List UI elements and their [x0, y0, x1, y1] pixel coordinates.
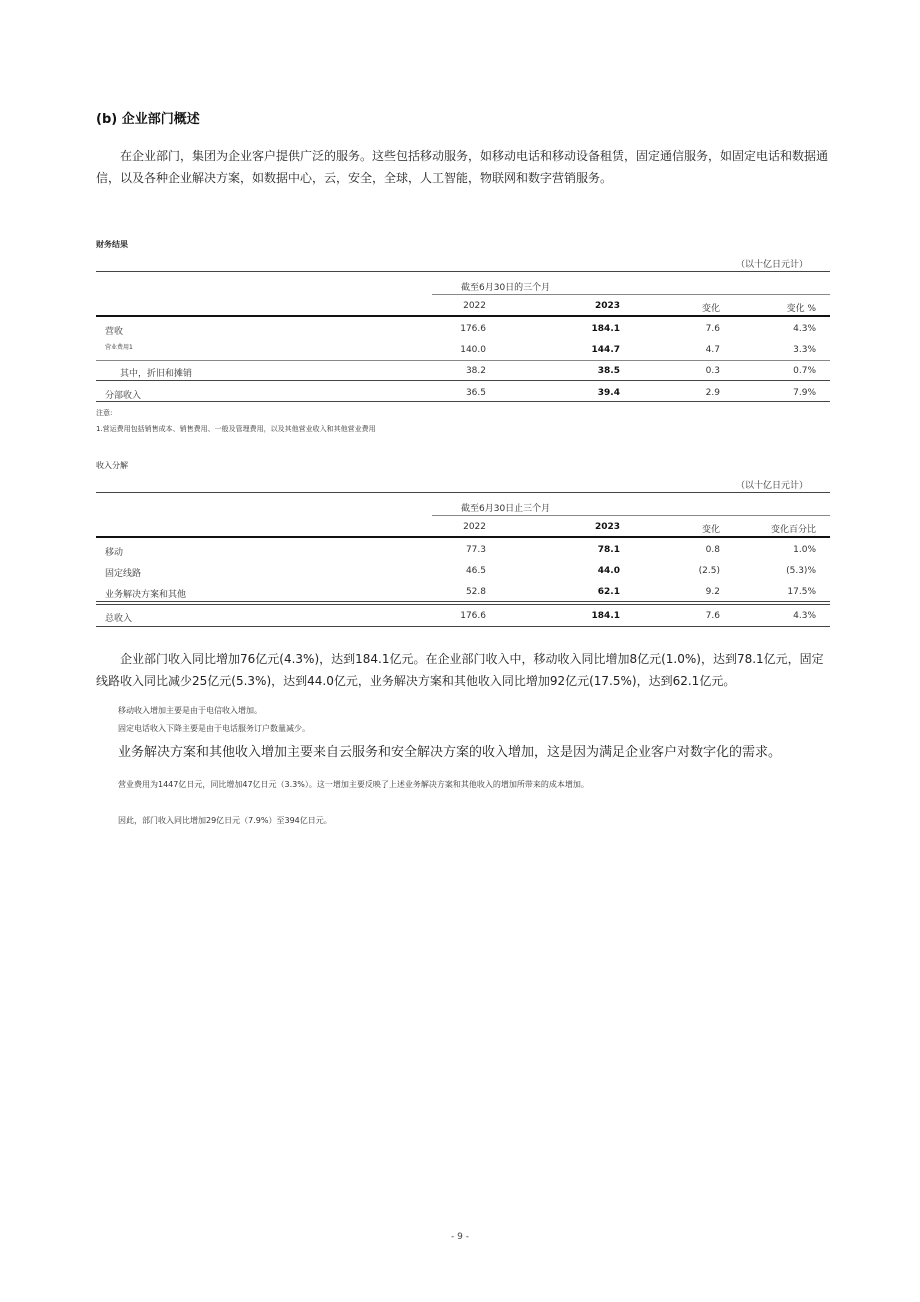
- segment-income-note: 因此，部门收入同比增加29亿日元（7.9%）至394亿日元。: [118, 816, 332, 825]
- financial-col-2022: 2022: [463, 301, 486, 311]
- mobile-note: 移动收入增加主要是由于电信收入增加。: [118, 706, 262, 715]
- cell: 1.0%: [793, 545, 816, 555]
- revenue-col-2023: 2023: [594, 522, 620, 532]
- cell: 7.6: [705, 324, 720, 334]
- cell: 44.0: [597, 566, 620, 576]
- cell: 39.4: [597, 388, 620, 398]
- financial-col-change: 变化: [701, 304, 720, 314]
- row-rule: [96, 360, 830, 361]
- financial-col-2023: 2023: [594, 301, 620, 311]
- row-label-segment-income: 分部收入: [105, 391, 142, 401]
- cell: (2.5): [698, 566, 720, 576]
- cell: 0.3: [705, 366, 720, 376]
- financial-col-pct: 变化 %: [786, 304, 816, 314]
- row-label-depreciation: 其中，折旧和摊销: [120, 369, 193, 379]
- row-rule: [96, 380, 830, 381]
- cell: 52.8: [465, 587, 486, 597]
- cell: 38.5: [597, 366, 620, 376]
- row-label-fixed-line: 固定线路: [105, 569, 142, 579]
- revenue-breakdown-title: 收入分解: [96, 461, 128, 470]
- header-rule: [96, 536, 830, 538]
- cell: 77.3: [465, 545, 486, 555]
- cell: 184.1: [591, 324, 620, 334]
- cell: 176.6: [460, 324, 486, 334]
- row-label-opex: 营业费用1: [105, 344, 133, 351]
- cell: 38.2: [465, 366, 486, 376]
- cell: 0.7%: [793, 366, 816, 376]
- row-rule: [96, 604, 830, 605]
- cell: 3.3%: [793, 345, 816, 355]
- cell: 0.8: [705, 545, 720, 555]
- cell: 36.5: [465, 388, 486, 398]
- revenue-period-header: 截至6月30日止三个月: [461, 504, 551, 514]
- opex-note: 营业费用为1447亿日元，同比增加47亿日元（3.3%）。这一增加主要反映了上述业务解决方案和其他收入的增加所带来的成本增加。: [118, 780, 589, 789]
- row-label-business-solutions: 业务解决方案和其他: [105, 590, 187, 600]
- cell: 4.7: [705, 345, 720, 355]
- note-text: 1.营运费用包括销售成本、销售费用、一般及管理费用，以及其他营业收入和其他营业费用: [96, 425, 376, 433]
- cell: 9.2: [705, 587, 720, 597]
- business-solutions-note: 业务解决方案和其他收入增加主要来自云服务和安全解决方案的收入增加，这是因为满足企业客户对数字化的需求。: [118, 745, 782, 760]
- revenue-breakdown-unit: （以十亿日元计）: [735, 481, 808, 491]
- table-bottom-rule: [96, 626, 830, 627]
- cell: 4.3%: [793, 324, 816, 334]
- cell: 176.6: [460, 611, 486, 621]
- revenue-col-pct: 变化百分比: [770, 525, 816, 535]
- row-rule: [96, 601, 830, 602]
- cell: 62.1: [597, 587, 620, 597]
- revenue-col-2022: 2022: [463, 522, 486, 532]
- note-title: 注意:: [96, 409, 113, 417]
- summary-paragraph: 企业部门收入同比增加76亿元(4.3%)，达到184.1亿元。在企业部门收入中，移动收入同比增加8亿元(1.0%)，达到78.1亿元，固定线路收入同比减少25亿元(5.3%)，达到44.0亿元，业务解决方案和其他收入同比增加92亿元(17.5%)，达到62.1亿元。: [96, 652, 824, 688]
- fixed-line-note: 固定电话收入下降主要是由于电话服务订户数量减少。: [118, 724, 310, 733]
- period-rule: [432, 294, 830, 295]
- cell: 78.1: [597, 545, 620, 555]
- cell: (5.3)%: [786, 566, 816, 576]
- cell: 144.7: [591, 345, 620, 355]
- cell: 2.9: [705, 388, 720, 398]
- page-number: - 9 -: [451, 1232, 469, 1242]
- period-rule: [432, 515, 830, 516]
- cell: 46.5: [465, 566, 486, 576]
- cell: 17.5%: [787, 587, 816, 597]
- financial-results-unit: （以十亿日元计）: [735, 260, 808, 270]
- table-bottom-rule: [96, 401, 830, 402]
- header-rule: [96, 315, 830, 317]
- cell: 7.6: [705, 611, 720, 621]
- financial-results-title: 财务结果: [96, 240, 128, 249]
- financial-period-header: 截至6月30日的三个月: [461, 283, 551, 293]
- cell: 7.9%: [793, 388, 816, 398]
- intro-paragraph: 在企业部门，集团为企业客户提供广泛的服务。这些包括移动服务，如移动电话和移动设备租赁，固定通信服务，如固定电话和数据通信，以及各种企业解决方案，如数据中心，云，安全，全球，人工智能，物联网和数字营销服务。: [96, 149, 829, 185]
- revenue-col-change: 变化: [701, 525, 720, 535]
- cell: 4.3%: [793, 611, 816, 621]
- section-heading: (b) 企业部门概述: [96, 112, 200, 127]
- row-label-revenue: 营收: [105, 327, 124, 337]
- cell: 140.0: [460, 345, 486, 355]
- table-top-rule: [96, 271, 830, 272]
- row-label-mobile: 移动: [105, 548, 124, 558]
- cell: 184.1: [591, 611, 620, 621]
- row-label-total-revenue: 总收入: [105, 614, 133, 624]
- table-top-rule: [96, 492, 830, 493]
